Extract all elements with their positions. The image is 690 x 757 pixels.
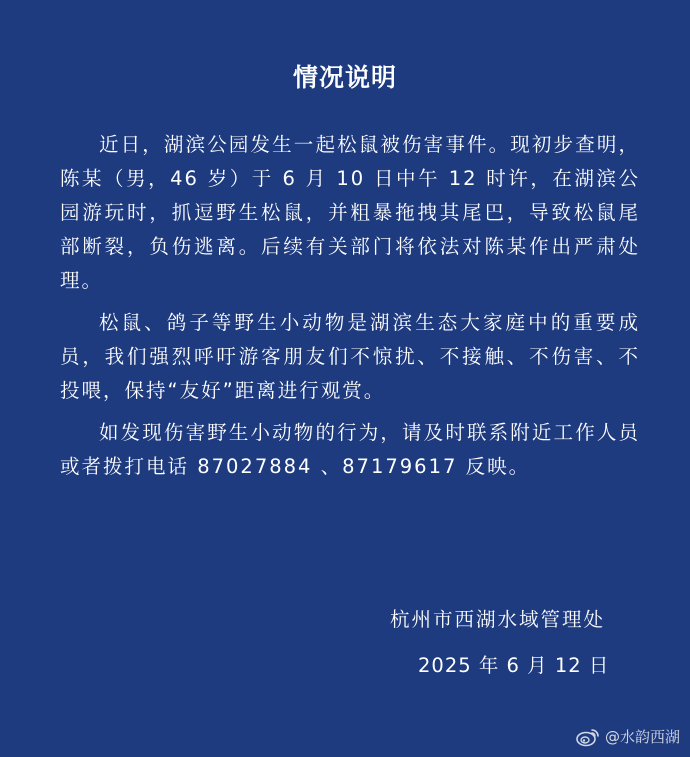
paragraph-appeal: 松鼠、鸽子等野生小动物是湖滨生态大家庭中的重要成员，我们强烈呼吁游客朋友们不惊扰、不接触、不伤害、不投喂，保持“友好”距离进行观赏。 xyxy=(60,311,640,402)
notice-body xyxy=(60,128,640,492)
signature-date: 2025 年 6 月 12 日 xyxy=(418,654,610,677)
notice-title: 情况说明 xyxy=(292,63,397,92)
paragraph-contact: 如发现伤害野生小动物的行为，请及时联系附近工作人员或者拨打电话 87027884 、87179617 反映。 xyxy=(60,421,640,478)
watermark-text: @水韵西湖 xyxy=(604,728,680,746)
weibo-icon xyxy=(575,727,601,747)
paragraph-incident: 近日，湖滨公园发生一起松鼠被伤害事件。现初步查明，陈某（男，46 岁）于 6 月 10 日中午 12 时许，在湖滨公园游玩时，抓逗野生松鼠，并粗暴拖拽其尾巴，导致松鼠尾部断裂，负伤逃离。后续有关部门将依法对陈某作出严肃处理。 xyxy=(60,133,640,292)
signature-org: 杭州市西湖水域管理处 xyxy=(390,608,606,631)
weibo-watermark xyxy=(575,726,680,747)
